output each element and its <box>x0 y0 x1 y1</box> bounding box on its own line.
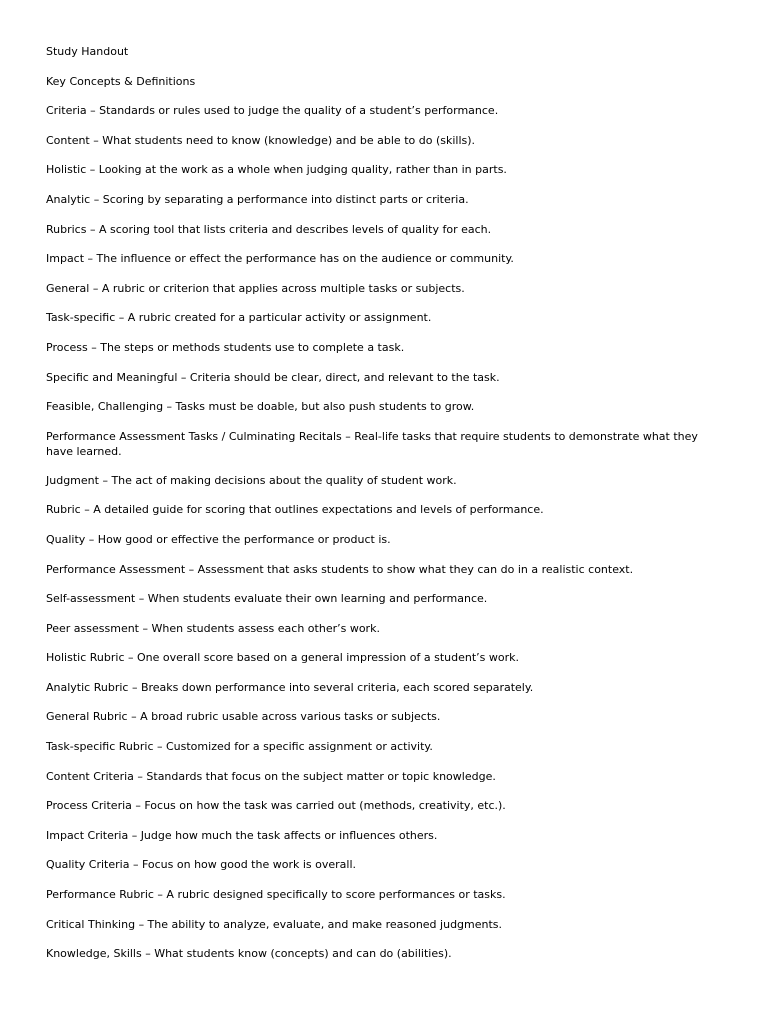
document-title: Study Handout <box>46 45 129 58</box>
section-heading: Key Concepts & Definitions <box>46 74 196 88</box>
definition-rubrics: Rubrics – A scoring tool that lists criteria and describes levels of quality for each. <box>46 222 492 236</box>
definition-judgment: Judgment – The act of making decisions about the quality of student work. <box>46 473 457 487</box>
definition-task-specific-rubric: Task-specific Rubric – Customized for a specific assignment or activity. <box>46 740 433 754</box>
definition-feasible-challenging: Feasible, Challenging – Tasks must be doable, but also push students to grow. <box>46 400 475 414</box>
definition-knowledge-skills: Knowledge, Skills – What students know (concepts) and can do (abilities). <box>46 947 452 961</box>
definition-peer-assessment: Peer assessment – When students assess each other’s work. <box>46 621 380 635</box>
definition-impact-criteria: Impact Criteria – Judge how much the task affects or influences others. <box>46 828 438 842</box>
definition-critical-thinking: Critical Thinking – The ability to analyze, evaluate, and make reasoned judgments. <box>46 917 503 931</box>
definition-impact: Impact – The influence or effect the performance has on the audience or community. <box>46 252 514 266</box>
definition-performance-rubric: Performance Rubric – A rubric designed specifically to score performances or tasks. <box>46 888 506 902</box>
definition-quality: Quality – How good or effective the performance or product is. <box>46 532 391 546</box>
definition-holistic-rubric: Holistic Rubric – One overall score based on a general impression of a student’s work. <box>46 651 519 665</box>
definition-performance-tasks: Performance Assessment Tasks / Culminating Recitals – Real-life tasks that require students to demonstrate what they have learned. <box>46 429 698 458</box>
document-body <box>46 44 722 961</box>
definition-holistic: Holistic – Looking at the work as a whole when judging quality, rather than in parts. <box>46 163 507 177</box>
definition-performance-assessment: Performance Assessment – Assessment that asks students to show what they can do in a realistic context. <box>46 562 634 576</box>
definition-quality-criteria: Quality Criteria – Focus on how good the work is overall. <box>46 858 357 872</box>
definition-analytic-rubric: Analytic Rubric – Breaks down performance into several criteria, each scored separately. <box>46 680 534 694</box>
definition-process: Process – The steps or methods students use to complete a task. <box>46 340 405 354</box>
definition-general-rubric: General Rubric – A broad rubric usable across various tasks or subjects. <box>46 710 441 724</box>
definition-general: General – A rubric or criterion that applies across multiple tasks or subjects. <box>46 281 465 295</box>
definition-self-assessment: Self-assessment – When students evaluate their own learning and performance. <box>46 592 488 606</box>
definition-content: Content – What students need to know (knowledge) and be able to do (skills). <box>46 133 476 147</box>
definition-content-criteria: Content Criteria – Standards that focus on the subject matter or topic knowledge. <box>46 769 496 783</box>
definition-criteria: Criteria – Standards or rules used to judge the quality of a student’s performance. <box>46 104 499 118</box>
definition-process-criteria: Process Criteria – Focus on how the task was carried out (methods, creativity, etc.). <box>46 799 506 813</box>
definition-analytic: Analytic – Scoring by separating a performance into distinct parts or criteria. <box>46 192 469 206</box>
definition-task-specific: Task-specific – A rubric created for a particular activity or assignment. <box>46 311 432 325</box>
definition-specific-meaningful: Specific and Meaningful – Criteria should be clear, direct, and relevant to the task. <box>46 370 500 384</box>
definition-rubric: Rubric – A detailed guide for scoring that outlines expectations and levels of performance. <box>46 503 544 517</box>
